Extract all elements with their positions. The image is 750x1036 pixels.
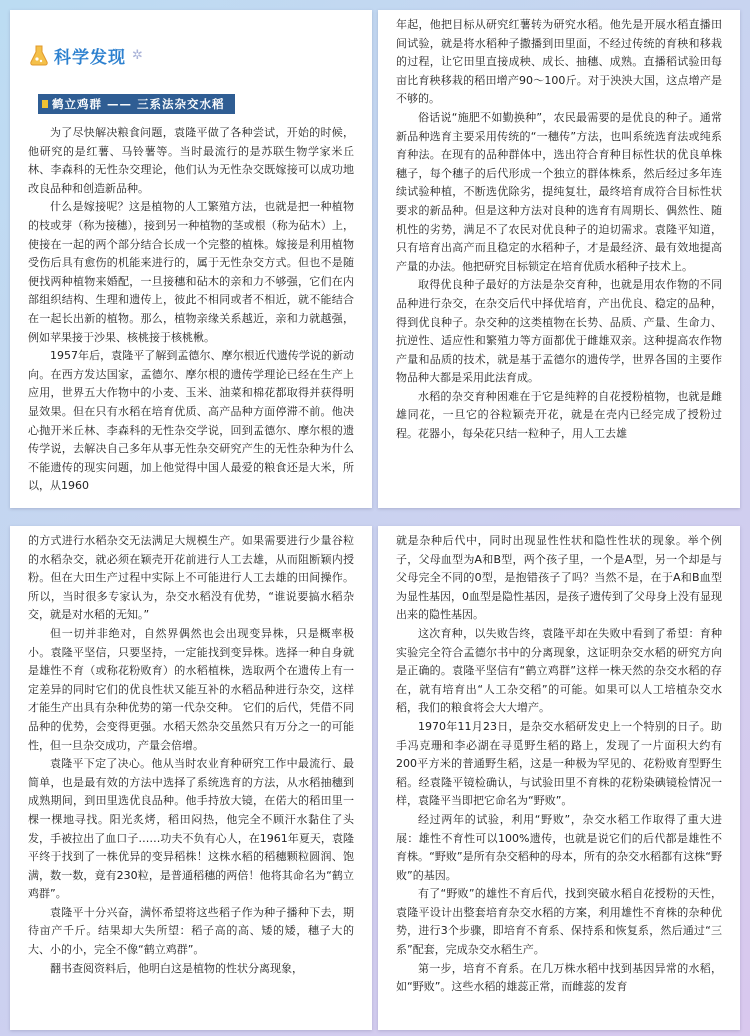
body-text <box>396 532 722 997</box>
paragraph: 就是杂种后代中，同时出现显性性状和隐性性状的现象。举个例子，父母血型为A和B型，两个孩子里，一个是A型，另一个却是与父母完全不同的0型，是抱错孩子了吗？当然不是，在于A和B血型为显性基因，0血型是隐性基因，是孩子遗传到了父母身上没有显现出来的隐性基因。 <box>396 534 722 622</box>
page-bottom-right <box>378 526 740 1030</box>
paragraph: 经过两年的试验，利用“野败”，杂交水稻工作取得了重大进展：雄性不育性可以100%遗传，也就是说它们的后代都是雄性不育株。“野败”是所有杂交稻种的母本，所有的杂交水稻都有这株“野败”的基因。 <box>396 812 722 882</box>
paragraph: 但一切并非绝对，自然界偶然也会出现变异株，只是概率极小。袁隆平坚信，只要坚持，一定能找到变异株。选择一种自身就是雄性不育（或称花粉败育）的水稻植株，选取两个在遗传上有一定差异的同时它们的优良性状又能互补的水稻品种进行杂交，这样才能生产出具有杂种优势的第一代杂交种。 它们的后代，凭借不同品种的优势，会变得更强。水稻天然杂交虽然只有万分之一的可能性，但一旦杂交成功，产量会倍增。 <box>28 626 354 752</box>
paragraph: 袁隆平下定了决心。他从当时农业育种研究工作中最流行、最简单，也是最有效的方法中选择了系统选育的方法，从水稻抽穗到成熟期间，到田里选优良品种。他手持放大镜，在偌大的稻田里一棵一棵地寻找。阳光炙烤，稻田闷热，他完全不顾汗水黏住了头发，手被拉出了血口子……功夫不负有心人，在1961年夏天，袁隆平终于找到了一株优异的变异稻株！这株水稻的稻穗颗粒圆润、饱满，数一数，竟有230粒，是普通稻穗的两倍！他将其命名为“鹤立鸡群”。 <box>28 757 354 901</box>
paragraph: 的方式进行水稻杂交无法满足大规模生产。如果需要进行少量谷粒的水稻杂交，就必须在颖壳开花前进行人工去雄，从而阻断颖内授粉。但在大田生产过程中实际上不可能进行人工去雄的田间操作。所以，当时很多专家认为，杂交水稻没有优势，“谁说要搞水稻杂交，就是对水稻的无知。” <box>28 534 354 622</box>
paragraph: 1970年11月23日，是杂交水稻研发史上一个特别的日子。助手冯克珊和李必湖在寻觅野生稻的路上，发现了一片面积大约有200平方米的普通野生稻，这是一种极为罕见的、花粉败育型野生稻。经袁隆平镜检确认，与试验田里不育株的花粉染碘镜检情况一样，袁隆平当即把它命名为“野败”。 <box>396 719 722 808</box>
paragraph: 取得优良种子最好的方法是杂交育种，也就是用农作物的不同品种进行杂交，在杂交后代中择优培育，产出优良、稳定的品种，得到优良种子。杂交种的这类植物在长势、品质、产量、生命力、抗逆性、适应性和繁殖力等方面都优于雌雄双亲。这种提高农作物产量和品质的技术，就是基于孟德尔的遗传学，世界各国的主要作物品种大都是采用此法育成。 <box>396 278 722 385</box>
paragraph: 第一步，培育不育系。在几万株水稻中找到基因异常的水稻，如“野败”。这些水稻的雄蕊正常，而雌蕊的发育 <box>396 961 722 994</box>
paragraph: 袁隆平十分兴奋，满怀希望将这些稻子作为种子播种下去，期待亩产千斤。结果却大失所望：稻子高的高、矮的矮，穗子大的大、小的小，完全不像“鹤立鸡群”。 <box>28 905 354 957</box>
body-text <box>28 124 354 496</box>
page-bottom-left <box>10 526 372 1030</box>
body-text <box>28 532 354 978</box>
paragraph: 水稻的杂交育种困难在于它是纯粹的自花授粉植物，也就是雌雄同花，一旦它的谷粒颖壳开花，就是在壳内已经完成了授粉过程。花器小，每朵花只结一粒种子，用人工去雄 <box>396 389 722 441</box>
page-top-right <box>378 10 740 508</box>
paragraph: 俗话说“施肥不如勤换种”，农民最需要的是优良的种子。通常新品种选育主要采用传统的“一穗传”方法，也叫系统选育法或纯系育种法。在现有的品种群体中，选出符合育种目标性状的优良单株穗子，每个穗子的后代形成一个独立的群体株系，然后经过多年连续试验种植，不断选优除劣，提纯复壮，最终培育成符合目标性状要求的新品种。但是这种方法对良种的选育有周期长、偶然性、随机性的劣势，满足不了农民对优良种子的迫切需求。袁隆平知道，只有培育出高产而且稳定的水稻种子，才是最经济、最有效地提高产量的办法。他把研究目标锁定在培育优质水稻种子技术上。 <box>396 110 722 273</box>
paragraph: 有了“野败”的雄性不育后代，找到突破水稻自花授粉的天性，袁隆平设计出整套培育杂交水稻的方案，利用雄性不育株的杂种优势，进行3个步骤，即培育不育系、保持系和恢复系，然后通过“三系”配套，完成杂交水稻生产。 <box>396 887 722 957</box>
section-title: 鹤立鸡群 —— 三系法杂交水稻 <box>38 94 235 114</box>
paragraph: 什么是嫁接呢？这是植物的人工繁殖方法，也就是把一种植物的枝或芽（称为接穗），接到另一种植物的茎或根（称为砧木）上，使接在一起的两个部分结合长成一个完整的植株。嫁接是利用植物受伤后具有愈伤的机能来进行的，属于无性杂交方式。但也不是随便找两种植物来婚配，一旦接穗和砧木的亲和力不够强，它们在内部组织结构、生理和遗传上，彼此不相同或者不相近，就不能结合在一起长出新的植物。那么，植物亲缘关系越近，亲和力就越强，例如苹果接于沙果、核桃接于核桃楸。 <box>28 200 354 344</box>
body-text <box>396 16 722 444</box>
paragraph: 年起，他把目标从研究红薯转为研究水稻。他先是开展水稻直播田间试验，就是将水稻种子撒播到田里面，不经过传统的育秧和移栽的过程，让它田里直接成秧、成长、抽穗、成熟。直播稻试验田每亩比育秧移栽的稻田增产90～100斤。对于泱泱大国，这点增产是不够的。 <box>396 18 722 106</box>
column-header <box>28 40 143 70</box>
column-title: 科学发现 <box>54 47 126 68</box>
page-top-left <box>10 10 372 508</box>
sparkle-icon: ✲ <box>132 47 143 63</box>
flask-icon <box>28 44 50 66</box>
paragraph: 这次育种，以失败告终，袁隆平却在失败中看到了希望：育种实验完全符合孟德尔书中的分离现象，这证明杂交水稻的研究方向是正确的。袁隆平坚信有“鹤立鸡群”这样一株天然的杂交水稻的存在，就有培育出“人工杂交稻”的可能。如果可以人工培植杂交水稻，我们的粮食将会大大增产。 <box>396 626 722 715</box>
paragraph: 为了尽快解决粮食问题，袁隆平做了各种尝试，开始的时候，他研究的是红薯、马铃薯等。当时最流行的是苏联生物学家米丘林、李森科的无性杂交理论，他们认为无性杂交既嫁接可以成功地改良品种和创造新品种。 <box>28 126 354 195</box>
paragraph: 翻书查阅资料后，他明白这是植物的性状分离现象， <box>50 961 303 975</box>
paragraph: 1957年后，袁隆平了解到孟德尔、摩尔根近代遗传学说的新动向。在西方发达国家，孟德尔、摩尔根的遗传学理论已经在生产上应用，世界五大作物中的小麦、玉米、油菜和棉花都取得并获得明显效果。但在只有水稻在培育优质、高产品种方面停滞不前。他决心抛开米丘林、李森科的无性杂交学说，回到孟德尔、摩尔根的遗传学说，去解决自己多年从事无性杂交研究产生的无性杂种为什么不能遗传的现实问题，加上他觉得中国人最爱的粮食还是大米，所以，从1960 <box>28 349 354 493</box>
